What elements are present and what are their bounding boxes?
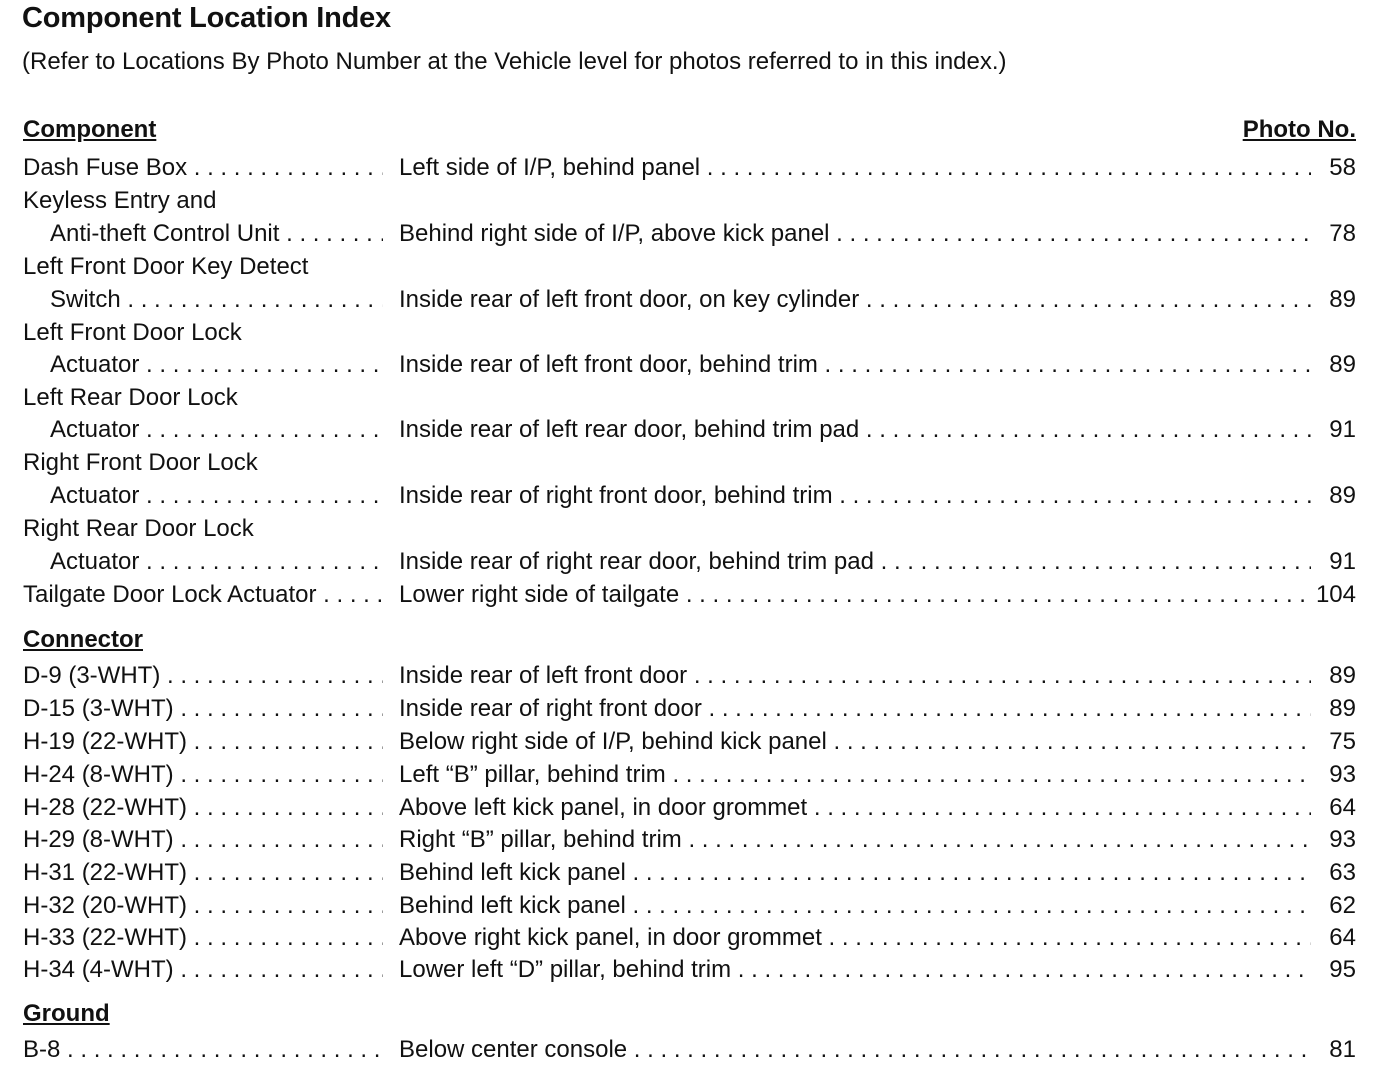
ground-location: Below center console . . .: [399, 1035, 1311, 1065]
table-row: [0, 694, 1392, 727]
photo-number: 91: [1329, 548, 1356, 575]
connector-name: H-33 (22-WHT) . . .: [23, 923, 383, 953]
photo-number: 89: [1329, 482, 1356, 509]
connector-name: H-24 (8-WHT) . . .: [23, 760, 383, 790]
component-location: Behind right side of I/P, above kick panel . . .: [399, 219, 1311, 249]
table-row: [0, 955, 1392, 988]
component-name: Keyless Entry and: [23, 187, 217, 214]
photo-number-header: Photo No.: [1242, 116, 1356, 143]
table-row: [0, 825, 1392, 858]
component-name-continued: Actuator . . .: [50, 350, 383, 380]
connector-location: Above right kick panel, in door grommet . . .: [399, 923, 1311, 953]
component-name-continued: Anti-theft Control Unit . . .: [50, 219, 383, 249]
table-row: [0, 285, 1392, 318]
connector-location: Right “B” pillar, behind trim . . .: [399, 825, 1311, 855]
table-row: [0, 350, 1392, 383]
table-row: [0, 219, 1392, 252]
table-row: [0, 547, 1392, 580]
connector-name: H-19 (22-WHT) . . .: [23, 727, 383, 757]
component-name-continued: Actuator . . .: [50, 481, 383, 511]
photo-number: 63: [1329, 859, 1356, 886]
photo-number: 104: [1315, 581, 1356, 608]
photo-number: 58: [1329, 154, 1356, 181]
table-row: [0, 580, 1392, 613]
table-row: [0, 481, 1392, 514]
photo-number: 89: [1329, 662, 1356, 689]
table-row: [0, 661, 1392, 694]
table-row: [0, 415, 1392, 448]
component-location: Lower right side of tailgate . . .: [399, 580, 1311, 610]
connector-name: H-32 (20-WHT) . . .: [23, 891, 383, 921]
table-row: [0, 727, 1392, 760]
connector-name: D-15 (3-WHT) . . .: [23, 694, 383, 724]
connector-name: H-29 (8-WHT) . . .: [23, 825, 383, 855]
component-name: Left Front Door Key Detect: [23, 253, 309, 280]
connector-location: Behind left kick panel . . .: [399, 858, 1311, 888]
component-name: Tailgate Door Lock Actuator . . .: [23, 580, 383, 610]
ground-section-header: Ground: [23, 1000, 110, 1027]
table-row: [0, 318, 1392, 351]
table-row: [0, 383, 1392, 416]
component-location: Inside rear of left rear door, behind trim pad . . .: [399, 415, 1311, 445]
connector-location: Above left kick panel, in door grommet . . .: [399, 793, 1311, 823]
page-subtitle: (Refer to Locations By Photo Number at the Vehicle level for photos referred to in this index.): [22, 48, 1007, 75]
page-title: Component Location Index: [22, 2, 391, 34]
table-row: [0, 448, 1392, 481]
component-location: Inside rear of left front door, behind trim . . .: [399, 350, 1311, 380]
component-name-continued: Switch . . .: [50, 285, 383, 315]
connector-location: Behind left kick panel . . .: [399, 891, 1311, 921]
photo-number: 78: [1329, 220, 1356, 247]
connector-name: H-28 (22-WHT) . . .: [23, 793, 383, 823]
photo-number: 81: [1329, 1036, 1356, 1063]
component-name: Dash Fuse Box . . .: [23, 153, 383, 183]
table-row: [0, 153, 1392, 186]
table-row: [0, 923, 1392, 956]
photo-number: 93: [1329, 826, 1356, 853]
table-row: [0, 760, 1392, 793]
connector-name: D-9 (3-WHT) . . .: [23, 661, 383, 691]
connector-location: Lower left “D” pillar, behind trim . . .: [399, 955, 1311, 985]
connector-location: Inside rear of right front door . . .: [399, 694, 1311, 724]
photo-number: 93: [1329, 761, 1356, 788]
table-row: [0, 514, 1392, 547]
photo-number: 89: [1329, 286, 1356, 313]
component-name: Left Front Door Lock: [23, 319, 242, 346]
connector-name: H-31 (22-WHT) . . .: [23, 858, 383, 888]
photo-number: 62: [1329, 892, 1356, 919]
photo-number: 91: [1329, 416, 1356, 443]
component-name: Right Front Door Lock: [23, 449, 258, 476]
photo-number: 95: [1329, 956, 1356, 983]
component-name: Left Rear Door Lock: [23, 384, 238, 411]
photo-number: 89: [1329, 351, 1356, 378]
connector-location: Below right side of I/P, behind kick panel . . .: [399, 727, 1311, 757]
table-row: [0, 186, 1392, 219]
photo-number: 89: [1329, 695, 1356, 722]
component-name-continued: Actuator . . .: [50, 547, 383, 577]
component-location: Inside rear of right front door, behind trim . . .: [399, 481, 1311, 511]
component-location: Left side of I/P, behind panel . . .: [399, 153, 1311, 183]
component-location: Inside rear of left front door, on key cylinder . . .: [399, 285, 1311, 315]
ground-name: B-8 . . .: [23, 1035, 383, 1065]
component-name: Right Rear Door Lock: [23, 515, 254, 542]
component-section-header: Component: [23, 116, 157, 143]
component-name-continued: Actuator . . .: [50, 415, 383, 445]
photo-number: 64: [1329, 924, 1356, 951]
connector-location: Left “B” pillar, behind trim . . .: [399, 760, 1311, 790]
photo-number: 75: [1329, 728, 1356, 755]
connector-name: H-34 (4-WHT) . . .: [23, 955, 383, 985]
table-row: [0, 793, 1392, 826]
photo-number: 64: [1329, 794, 1356, 821]
table-row: [0, 891, 1392, 924]
connector-section-header: Connector: [23, 626, 143, 653]
table-row: [0, 858, 1392, 891]
table-row: [0, 1035, 1392, 1068]
connector-location: Inside rear of left front door . . .: [399, 661, 1311, 691]
table-row: [0, 252, 1392, 285]
component-location: Inside rear of right rear door, behind trim pad . . .: [399, 547, 1311, 577]
